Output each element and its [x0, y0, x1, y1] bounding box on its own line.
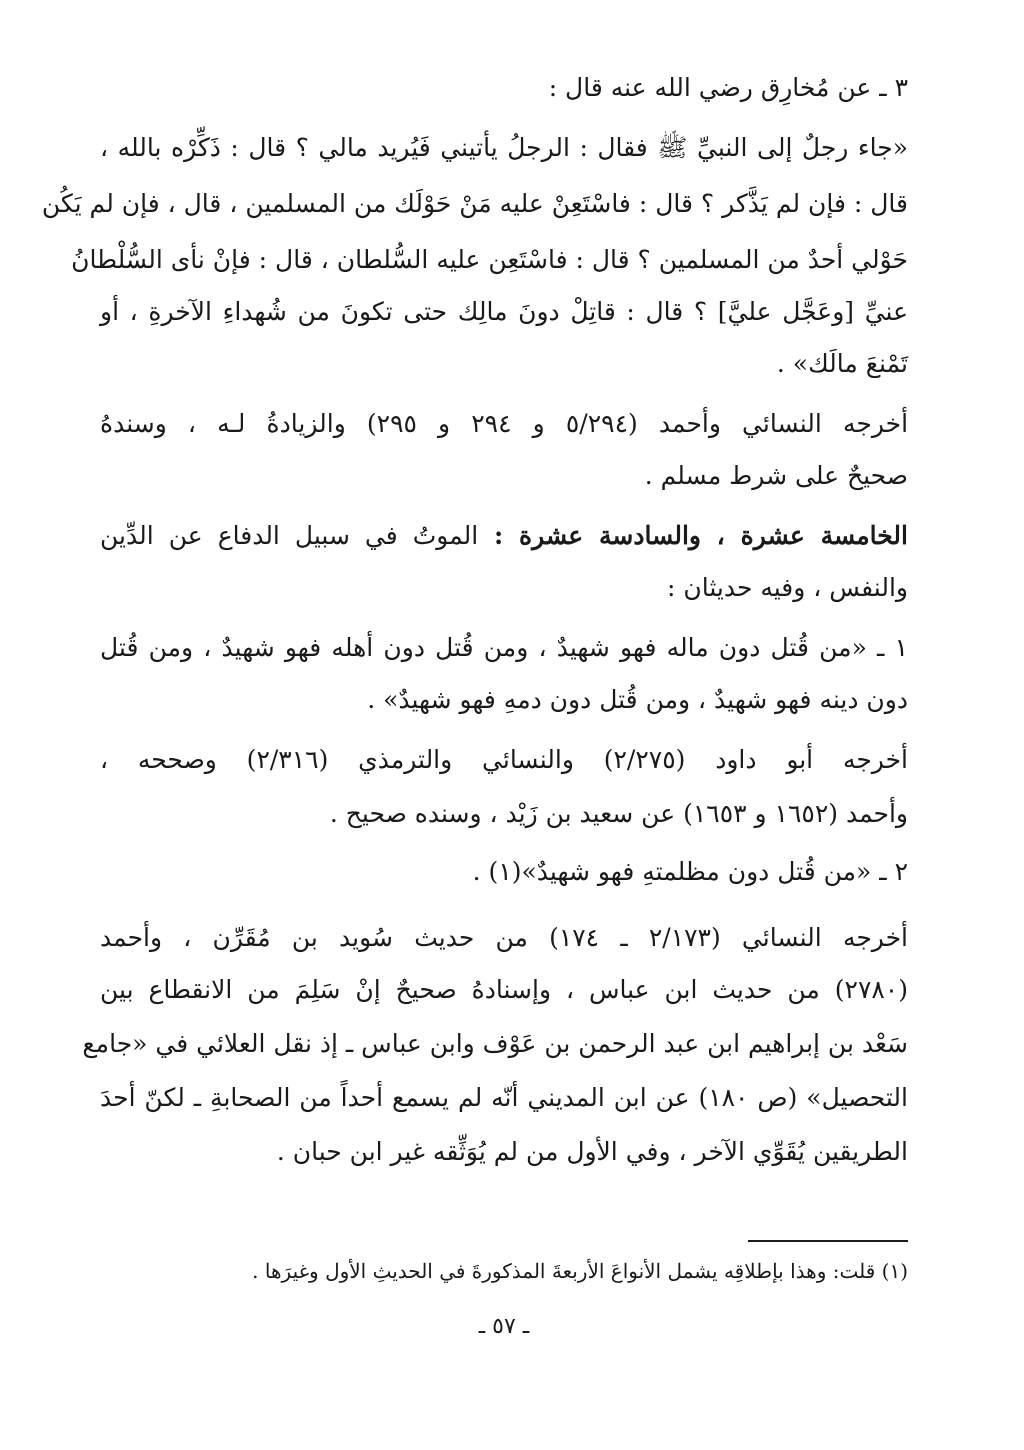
section-heading-line [100, 516, 908, 556]
paragraph-line: تَمْنعَ مالَك» . [776, 349, 908, 378]
paragraph-line: عنيِّ [وعَجَّل عليَّ] ؟ قال : قاتِلْ دونَ مالِك حتى تكونَ من شُهداءِ الآخرةِ ، أو [100, 297, 908, 326]
footnote-separator [748, 1240, 908, 1242]
citation-line: أخرجه النسائي وأحمد (٥/٢٩٤ و ٢٩٤ و ٢٩٥) والزيادةُ لـه ، وسندهُ [100, 409, 909, 438]
hadith-line: ١ ـ «من قُتل دون ماله فهو شهيدٌ ، ومن قُتل دون أهله فهو شهيدٌ ، ومن قُتل [100, 633, 908, 662]
paragraph-line: «جاء رجلٌ إلى النبيِّ ﷺ فقال : الرجلُ يأتيني فَيُريد مالي ؟ قال : ذَكِّرْه بالله ، [100, 133, 908, 162]
citation-line: وأحمد (١٦٥٢ و ١٦٥٣) عن سعيد بن زَيْد ، وسنده صحيح . [329, 799, 908, 828]
hadith-line: ٢ ـ «من قُتل دون مظلمتهِ فهو شهيدٌ»(١) . [472, 857, 908, 886]
citation-line: صحيحٌ على شرط مسلم . [644, 461, 908, 490]
citation-line: الطريقين يُقَوِّي الآخر ، وفي الأول من لم يُوَثِّقه غير ابن حبان . [276, 1137, 908, 1166]
citation-line: أخرجه أبو داود (٢/٢٧٥) والنسائي والترمذي (٢/٣١٦) وصححه ، [100, 745, 909, 774]
hadith-heading-3 [100, 68, 908, 108]
citation-line: (٢٧٨٠) من حديث ابن عباس ، وإسنادهُ صحيحٌ إنْ سَلِمَ من الانقطاع بين [100, 975, 908, 1004]
paragraph-line: قال : فإن لم يَذَّكر ؟ قال : فاسْتَعِنْ عليه مَنْ حَوْلَك من المسلمين ، قال ، فإن لم يَكُن [41, 189, 908, 218]
hadith-line: دون دينه فهو شهيدٌ ، ومن قُتل دون دمهِ فهو شهيدٌ» . [367, 685, 908, 714]
hadith-heading-3-text: ٣ ـ عن مُخارِق رضي الله عنه قال : [548, 73, 908, 102]
section-heading-text: الموتُ في سبيل الدفاع عن الدِّين [100, 521, 479, 550]
paragraph-line: حَوْلي أحدٌ من المسلمين ؟ قال : فاسْتَعِن عليه السُّلطان ، قال : فإنْ نأى السُّلْطانُ [71, 245, 908, 274]
citation-line: التحصيل» (ص ١٨٠) عن ابن المديني أنّه لم يسمع أحداً من الصحابةِ ـ لكنّ أحدَ [100, 1083, 908, 1112]
paragraph-line: والنفس ، وفيه حديثان : [666, 573, 908, 602]
book-page [41, 0, 909, 1450]
citation-line: سَعْد بن إبراهيم ابن عبد الرحمن بن عَوْف وابن عباس ـ إذ نقل العلائي في «جامع [82, 1029, 908, 1058]
page-number: ـ ٥٧ ـ [478, 1314, 530, 1339]
footnote: (١) قلت: وهذا بإطلاقِه يشمل الأنواعَ الأربعةَ المذكورةَ في الحديثِ الأول وغيرَها . [252, 1259, 908, 1283]
section-heading-bold: الخامسة عشرة ، والسادسة عشرة : [478, 521, 909, 550]
citation-line: أخرجه النسائي (٢/١٧٣ ـ ١٧٤) من حديث سُويد بن مُقَرِّن ، وأحمد [100, 923, 908, 952]
